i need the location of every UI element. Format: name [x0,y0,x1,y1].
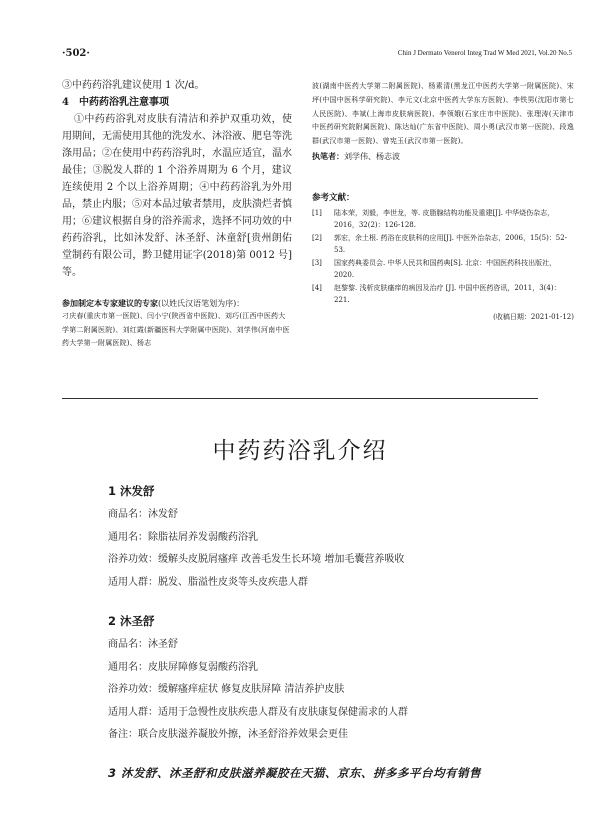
product-1-brand: 商品名：沐发舒 [108,509,178,520]
experts-title: 参加制定本专家建议的专家 [62,298,158,308]
reference-number: [3] [312,258,322,267]
product-1-heading: 1 沐发舒 [108,484,155,498]
section-4-heading [62,95,292,111]
product-2-note: 备注：联合皮肤滋养凝胶外擦，沐圣舒浴养效果会更佳 [108,729,348,740]
product-1-generic: 通用名：除脂祛屑养发弱酸药浴乳 [108,531,258,543]
section-4-title: 中药药浴乳注意事项 [78,97,169,108]
reference-text: 郭宏，余土根. 药浴在皮肤科的应用[J]. 中医外治杂志，2006，15(5)：52-53. [334,233,568,254]
section-4-number: 4 [62,97,69,108]
product-1-effect: 浴养功效：缓解头皮脱屑瘙痒 改善毛发生长环境 增加毛囊营养吸收 [108,554,405,565]
section-divider [62,398,538,399]
product-intro [108,482,548,781]
ad-title: 中药药浴乳介绍 [212,438,388,464]
experts-heading [62,297,292,310]
experts-list-continued: 波(湖南中医药大学第二附属医院)、杨素清(黑龙江中医药大学第一附属医院)、宋坪(中国中医科学研究院)、李元文(北京中医药大学东方医院)、李铁男(沈阳市第七人民医院)、李斌(上海市皮肤病医院)、李领娥(石家庄市中医院)、张理涛(天津市中医药研究院附属医院)、陈达灿(广东省中医院)、周小勇(武汉市第一医院)、段逸群(武汉市第一医院)、曾宪玉(武汉市第一医院)。 [312,82,574,146]
reference-item [312,282,574,306]
usage-item-3: ③中药药浴乳建议使用 1 次/d。 [62,80,205,91]
product-2-effect: 浴养功效：缓解瘙痒症状 修复皮肤屏障 清洁养护皮肤 [108,684,345,695]
product-3-heading: 3 沐发舒、沐圣舒和皮肤滋养凝胶在天猫、京东、拼多多平台均有销售 [108,765,482,780]
product-2-brand: 商品名：沐圣舒 [108,639,178,650]
product-2-heading: 2 沐圣舒 [108,614,155,628]
experts-list: 刁庆春(重庆市第一医院)、闫小宁(陕西省中医院)、刘巧(江西中医药大学第二附属医院)、刘红霞(新疆医科大学附属中医院)、刘学伟(河南中医药大学第一附属医院)、杨志 [62,312,290,347]
author-line [312,150,574,163]
reference-text: 赵黎黎. 浅析皮肤瘙痒的病因及治疗 [J]. 中国中医药咨讯，2011，3(4)：221. [334,283,561,304]
reference-number: [4] [312,283,322,292]
reference-item [312,207,574,231]
section-4-body: ①中药药浴乳对皮肤有清洁和养护双重功效，使用期间，无需使用其他的洗发水、沐浴液、肥皂等洗涤用品；②在使用中药药浴乳时，水温应适宜，温水最佳；③脱发人群的 1 个浴养周期为 6 个月，建议连续使用 2 个以上浴养周期；④中药药浴乳为外用品，禁止内服；⑤对本品过敏者禁用，皮肤溃烂者慎用；⑥建议根据自身的浴养需求，选择不同功效的中药药浴乳，比如沐发舒、沐圣舒、沐童舒[贵州朗佑堂制药有限公司，黔卫健用证字(2018)第 0012 号]等。 [62,114,292,278]
reference-text: 国家药典委员会. 中华人民共和国药典[S]. 北京：中国医药科技出版社，2020. [334,258,557,279]
references-title: 参考文献： [312,192,355,203]
reference-item [312,232,574,256]
left-column [62,78,292,351]
author-label: 执笔者： [312,150,344,161]
product-2-audience: 适用人群：适用于急慢性皮肤疾患人群及有皮肤康复保健需求的人群 [108,706,408,718]
reference-number: [2] [312,233,322,242]
received-date: (收稿日期：2021-01-12) [493,312,574,321]
reference-item [312,257,574,281]
experts-title-sub: (以姓氏汉语笔划为序)： [158,299,245,308]
right-column [312,80,574,322]
author-names: 刘学伟、杨志波 [344,151,400,161]
product-1-audience: 适用人群：脱发、脂溢性皮炎等头皮疾患人群 [108,576,308,588]
product-2-generic: 通用名：皮肤屏障修复弱酸药浴乳 [108,661,258,673]
page-number: ·502· [62,48,90,59]
reference-number: [1] [312,208,322,217]
journal-header: Chin J Dermato Venerol Integ Trad W Med 2021, Vol.20 No.5 [397,49,572,57]
spacer [108,594,548,612]
references-list [312,207,574,306]
reference-text: 陆本荣，刘毅，李世龙，等. 皮脂腺结构功能及重建[J]. 中华烧伤杂志，2016，32(2)：126-128. [334,208,555,229]
